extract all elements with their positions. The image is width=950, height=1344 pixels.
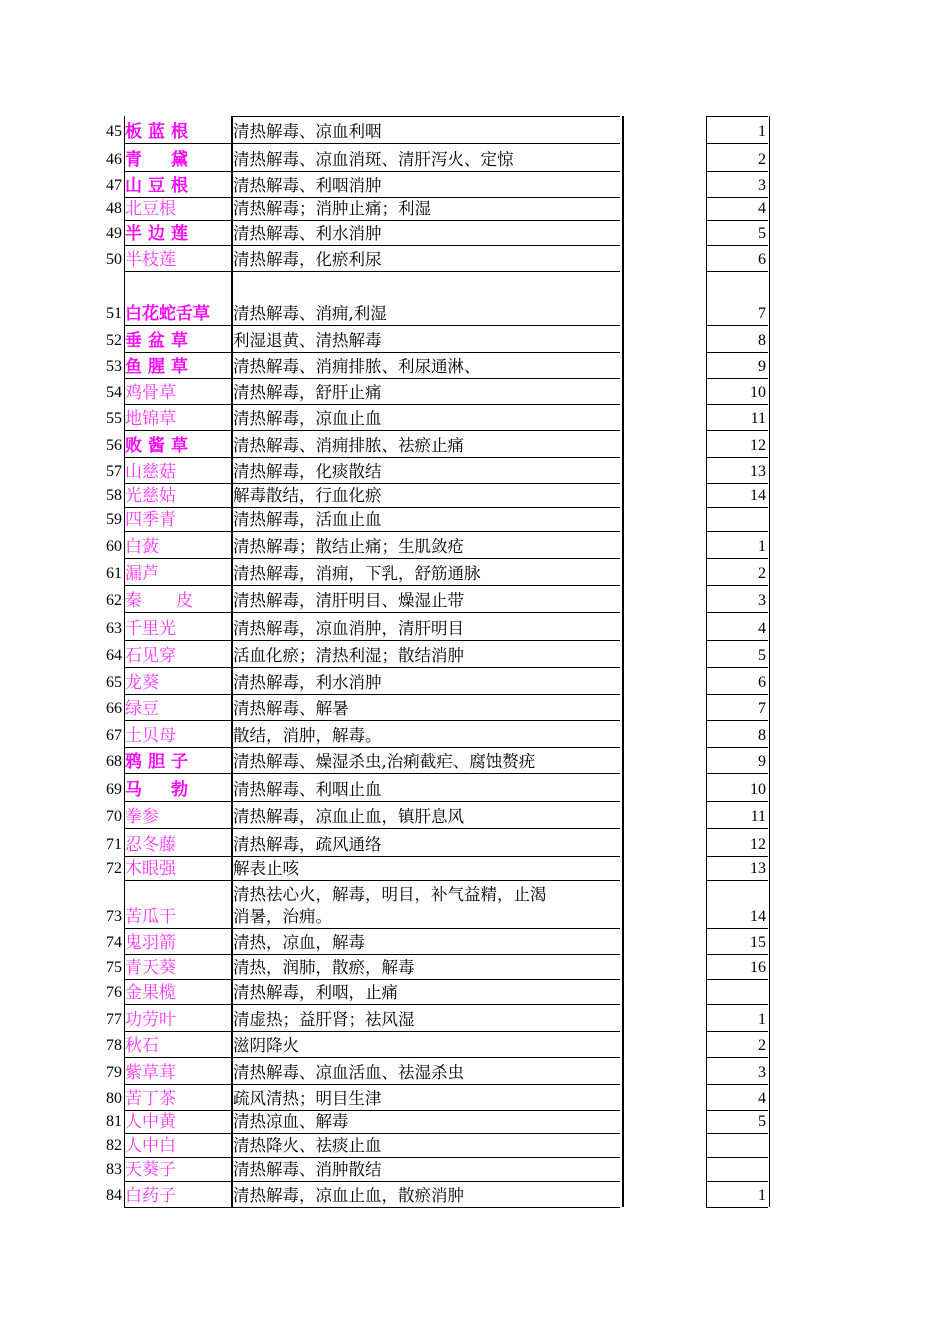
row-count: 5	[758, 225, 766, 242]
row-number: 79	[106, 1064, 122, 1081]
herb-effect: 清热，凉血，解毒	[233, 933, 365, 952]
row-count: 4	[758, 1090, 766, 1107]
herb-name: 白蔹	[125, 537, 159, 557]
table-row	[0, 457, 950, 483]
row-number: 51	[106, 305, 122, 322]
herb-effect: 清热解毒，凉血止血	[233, 409, 382, 428]
herb-effect: 利湿退黄、清热解毒	[233, 331, 382, 350]
row-number: 70	[106, 808, 122, 825]
row-count: 13	[750, 860, 766, 877]
herb-name: 木眼强	[125, 859, 176, 879]
row-count: 8	[758, 727, 766, 744]
herb-name: 绿豆	[125, 699, 159, 719]
row-divider	[124, 1207, 620, 1208]
row-number: 45	[106, 123, 122, 140]
herb-effect: 清热解毒，化瘀利尿	[233, 250, 382, 269]
row-number: 66	[106, 700, 122, 717]
table-row	[0, 531, 950, 558]
herb-name: 白药子	[125, 1186, 176, 1206]
herb-name: 白花蛇舌草	[125, 304, 210, 324]
herb-effect: 清热解毒，疏风通络	[233, 835, 382, 854]
table-row	[0, 483, 950, 507]
table-row	[0, 828, 950, 856]
herb-name: 功劳叶	[125, 1010, 176, 1030]
row-number: 57	[106, 463, 122, 480]
herb-effect: 清热解毒、解暑	[233, 699, 349, 718]
row-number: 54	[106, 384, 122, 401]
row-number: 73	[106, 908, 122, 925]
row-count: 2	[758, 565, 766, 582]
row-number: 56	[106, 437, 122, 454]
table-row	[0, 558, 950, 585]
row-count: 5	[758, 1113, 766, 1130]
herb-name: 四季青	[125, 510, 176, 530]
herb-name: 山慈菇	[125, 462, 176, 482]
table-row	[0, 404, 950, 430]
row-count: 14	[750, 908, 766, 925]
row-count: 16	[750, 959, 766, 976]
herb-name: 半枝莲	[125, 250, 176, 270]
herb-effect: 清热解毒，活血止血	[233, 510, 382, 529]
herb-effect: 清热解毒、利咽止血	[233, 780, 382, 799]
herb-effect: 解毒散结，行血化瘀	[233, 486, 382, 505]
table-row	[0, 667, 950, 694]
row-number: 77	[106, 1011, 122, 1028]
row-count: 12	[750, 437, 766, 454]
row-number: 50	[106, 251, 122, 268]
row-count: 6	[758, 251, 766, 268]
herb-effect: 清热解毒，化痰散结	[233, 462, 382, 481]
herb-name: 青 黛	[125, 150, 194, 170]
table-row	[0, 880, 950, 928]
herb-effect: 活血化瘀；清热利湿；散结消肿	[233, 646, 464, 665]
table-row	[0, 1084, 950, 1110]
row-count: 14	[750, 487, 766, 504]
table-row	[0, 801, 950, 828]
table-row	[0, 116, 950, 143]
herb-effect: 清热解毒；散结止痛；生肌敛疮	[233, 537, 464, 556]
herb-name: 忍冬藤	[125, 835, 176, 855]
row-count: 2	[758, 151, 766, 168]
herb-effect: 清热解毒；消肿止痛；利湿	[233, 199, 431, 218]
count-row-divider	[706, 1207, 768, 1208]
row-number: 80	[106, 1090, 122, 1107]
table-row	[0, 856, 950, 880]
row-number: 48	[106, 200, 122, 217]
herb-name: 半边莲	[125, 224, 194, 244]
herb-name: 龙葵	[125, 673, 159, 693]
herb-name: 秋石	[125, 1036, 159, 1056]
herb-effect: 清热解毒、燥湿杀虫,治痢截疟、腐蚀赘疣	[233, 752, 536, 771]
herb-name: 光慈姑	[125, 486, 176, 506]
row-count: 1	[758, 123, 766, 140]
row-number: 75	[106, 959, 122, 976]
row-count: 8	[758, 332, 766, 349]
herb-effect: 清热解毒、消痈排脓、祛瘀止痛	[233, 436, 464, 455]
row-count: 10	[750, 384, 766, 401]
table-row	[0, 1181, 950, 1207]
herb-name: 马 勃	[125, 780, 194, 800]
row-number: 83	[106, 1161, 122, 1178]
herb-effect: 清热降火、祛痰止血	[233, 1136, 382, 1155]
table-row	[0, 352, 950, 378]
row-count: 6	[758, 674, 766, 691]
herb-name: 金果榄	[125, 983, 176, 1003]
herb-effect: 滋阴降火	[233, 1036, 299, 1055]
row-number: 65	[106, 674, 122, 691]
herb-effect: 清热，润肺，散瘀，解毒	[233, 958, 415, 977]
table-row	[0, 1057, 950, 1084]
herb-effect: 清热解毒、消肿散结	[233, 1160, 382, 1179]
row-number: 46	[106, 151, 122, 168]
table-row	[0, 220, 950, 245]
table-row	[0, 954, 950, 979]
herb-effect: 清热解毒，消痈，下乳，舒筋通脉	[233, 564, 481, 583]
herb-effect: 清热解毒、凉血消斑、清肝泻火、定惊	[233, 150, 514, 169]
row-count: 12	[750, 836, 766, 853]
herb-effect: 清热解毒，利咽，止痛	[233, 983, 398, 1002]
row-number: 61	[106, 565, 122, 582]
herb-name: 苦瓜干	[125, 907, 176, 927]
table-row	[0, 612, 950, 640]
herb-effect: 清热凉血、解毒	[233, 1112, 349, 1131]
row-count: 4	[758, 620, 766, 637]
table-row	[0, 507, 950, 531]
table-row	[0, 245, 950, 271]
table-row	[0, 325, 950, 352]
row-number: 53	[106, 358, 122, 375]
table-row	[0, 143, 950, 171]
herb-name: 鱼腥草	[125, 357, 194, 377]
table-row	[0, 747, 950, 773]
herb-effect: 清热解毒、消痈,利湿	[233, 304, 387, 323]
herb-name: 漏芦	[125, 564, 159, 584]
row-number: 52	[106, 332, 122, 349]
herb-effect: 疏风清热；明目生津	[233, 1089, 382, 1108]
row-number: 81	[106, 1113, 122, 1130]
herb-effect: 清热解毒、消痈排脓、利尿通淋、	[233, 357, 481, 376]
herb-effect: 清热解毒、利水消肿	[233, 224, 382, 243]
herb-name: 人中黄	[125, 1112, 176, 1132]
table-row	[0, 928, 950, 954]
row-count: 9	[758, 358, 766, 375]
table-row	[0, 197, 950, 220]
row-number: 67	[106, 727, 122, 744]
row-count: 13	[750, 463, 766, 480]
row-count: 11	[750, 808, 766, 825]
row-count: 5	[758, 647, 766, 664]
herb-name: 人中白	[125, 1136, 176, 1156]
row-count: 1	[758, 538, 766, 555]
row-number: 69	[106, 781, 122, 798]
herb-name: 板蓝根	[125, 122, 194, 142]
table-row	[0, 640, 950, 667]
row-number: 76	[106, 984, 122, 1001]
herb-effect: 清热解毒，舒肝止痛	[233, 383, 382, 402]
row-count: 3	[758, 1064, 766, 1081]
table-row	[0, 585, 950, 612]
herb-name: 败酱草	[125, 436, 194, 456]
table-row	[0, 694, 950, 720]
table-row	[0, 378, 950, 404]
herb-name: 地锦草	[125, 409, 176, 429]
row-number: 60	[106, 538, 122, 555]
row-number: 68	[106, 753, 122, 770]
table-row	[0, 430, 950, 457]
herb-name: 拳参	[125, 807, 159, 827]
table-row	[0, 271, 950, 325]
herb-name: 土贝母	[125, 726, 176, 746]
row-number: 47	[106, 177, 122, 194]
herb-name: 鸦胆子	[125, 752, 194, 772]
herb-effect: 解表止咳	[233, 859, 299, 878]
row-number: 55	[106, 410, 122, 427]
herb-name: 垂盆草	[125, 331, 194, 351]
herb-effect: 清热解毒，凉血止血，散瘀消肿	[233, 1186, 464, 1205]
row-number: 82	[106, 1137, 122, 1154]
herb-name: 鸡骨草	[125, 383, 176, 403]
row-number: 62	[106, 592, 122, 609]
row-count: 7	[758, 700, 766, 717]
herb-name: 秦 皮	[125, 591, 193, 611]
herb-name: 紫草茸	[125, 1063, 176, 1083]
row-count: 15	[750, 934, 766, 951]
table-row	[0, 1110, 950, 1133]
row-count: 1	[758, 1187, 766, 1204]
table-row	[0, 1157, 950, 1181]
row-count: 3	[758, 177, 766, 194]
row-count: 1	[758, 1011, 766, 1028]
row-number: 64	[106, 647, 122, 664]
herb-effect: 清热解毒，清肝明目、燥湿止带	[233, 591, 464, 610]
row-number: 78	[106, 1037, 122, 1054]
herb-name: 青天葵	[125, 958, 176, 978]
table-row	[0, 171, 950, 197]
table-row	[0, 1133, 950, 1157]
herb-effect: 清热祛心火，解毒，明目，补气益精，止渴 消暑，治痈。	[233, 885, 547, 926]
row-number: 49	[106, 225, 122, 242]
herb-name: 苦丁茶	[125, 1089, 176, 1109]
row-count: 2	[758, 1037, 766, 1054]
herb-name: 石见穿	[125, 646, 176, 666]
table-row	[0, 1004, 950, 1031]
herb-effect: 散结，消肿，解毒。	[233, 726, 382, 745]
row-number: 63	[106, 620, 122, 637]
table-row	[0, 720, 950, 747]
herb-name: 北豆根	[125, 199, 176, 219]
row-number: 71	[106, 836, 122, 853]
herb-name: 千里光	[125, 619, 176, 639]
row-number: 74	[106, 934, 122, 951]
herb-effect: 清热解毒、利咽消肿	[233, 176, 382, 195]
row-count: 4	[758, 200, 766, 217]
table-row	[0, 979, 950, 1004]
row-count: 11	[750, 410, 766, 427]
herb-effect: 清热解毒，凉血止血，镇肝息风	[233, 807, 464, 826]
herb-effect: 清热解毒、凉血活血、祛湿杀虫	[233, 1063, 464, 1082]
row-number: 59	[106, 511, 122, 528]
row-number: 84	[106, 1187, 122, 1204]
herb-name: 山豆根	[125, 176, 194, 196]
table-row	[0, 773, 950, 801]
herb-name: 天葵子	[125, 1160, 176, 1180]
row-count: 3	[758, 592, 766, 609]
herb-effect: 清热解毒，利水消肿	[233, 673, 382, 692]
row-number: 72	[106, 860, 122, 877]
herb-effect: 清热解毒、凉血利咽	[233, 122, 382, 141]
row-count: 9	[758, 753, 766, 770]
herb-name: 鬼羽箭	[125, 933, 176, 953]
row-count: 10	[750, 781, 766, 798]
row-count: 7	[758, 305, 766, 322]
herb-effect: 清热解毒，凉血消肿，清肝明目	[233, 619, 464, 638]
row-number: 58	[106, 487, 122, 504]
herb-effect: 清虚热；益肝肾；祛风湿	[233, 1010, 415, 1029]
table-row	[0, 1031, 950, 1057]
